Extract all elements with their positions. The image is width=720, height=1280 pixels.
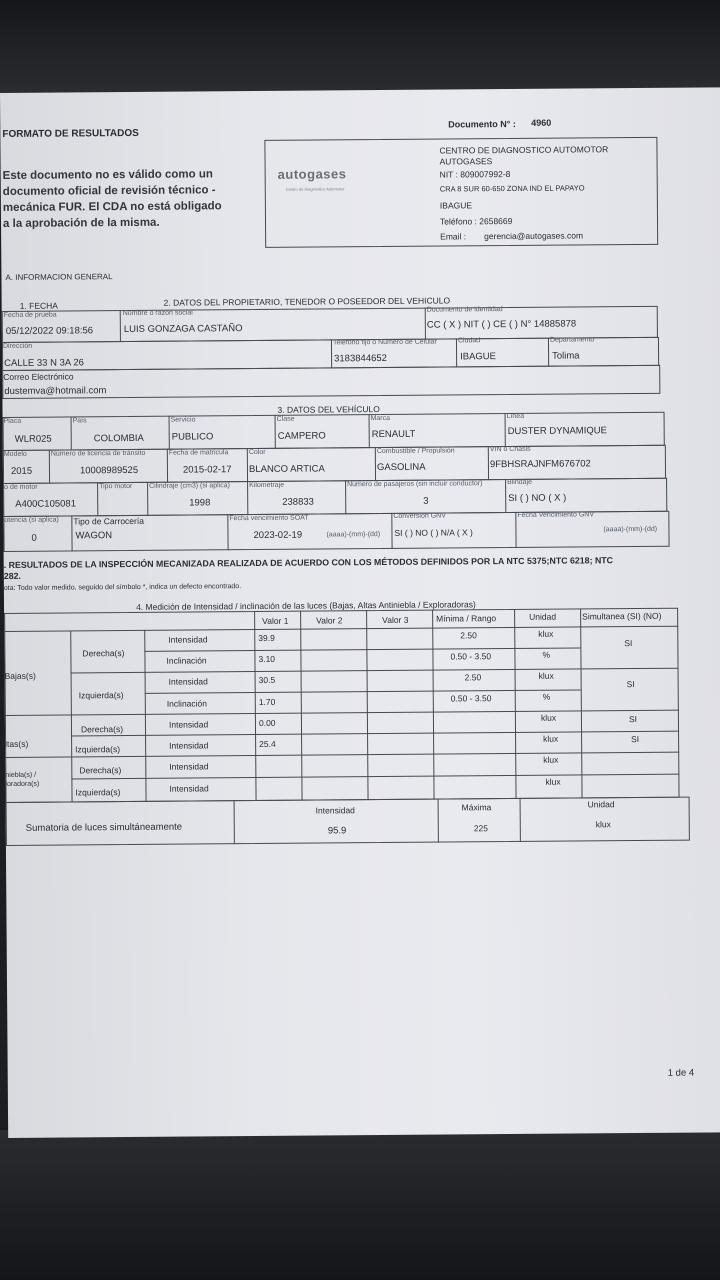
sum-maxima-value: 225 (473, 823, 489, 834)
potencia-label: otencia (si aplica) (4, 516, 59, 524)
row-unidad: klux (538, 670, 554, 681)
header-valor-1: Valor 1 (262, 615, 289, 626)
motor-value: A400C105081 (15, 498, 77, 510)
company-logo-sub: Centro de Diagnóstico Automotor (285, 186, 345, 192)
fecha-title: 1. FECHA (19, 300, 58, 311)
row-unidad: % (542, 649, 551, 660)
gnv-label: Conversión GNV (393, 512, 446, 520)
telefono-value: 3183844652 (334, 352, 387, 365)
carroceria-value: WAGON (75, 530, 113, 542)
gnv-value: SI ( ) NO ( ) N/A ( X ) (394, 527, 473, 538)
page-number: 1 de 4 (667, 1067, 695, 1079)
background-top (0, 0, 720, 95)
simultanea-bajas-der: SI (624, 638, 633, 649)
row-unidad: klux (543, 754, 559, 765)
modelo-value: 2015 (10, 465, 33, 477)
row-type: Intensidad (168, 719, 209, 730)
vehicle-title: 3. DATOS DEL VEHÍCULO (277, 404, 380, 415)
row-minima: 2.50 (464, 672, 482, 683)
sum-maxima-label: Máxima (461, 802, 492, 813)
sum-intensidad-label: Intensidad (315, 805, 355, 816)
company-phone: Teléfono : 2658669 (439, 215, 513, 227)
motor-label: o de motor (4, 483, 38, 491)
row-valor-1: 39.9 (258, 632, 275, 643)
pasajeros-value: 3 (423, 495, 429, 507)
row-type: Inclinación (166, 698, 208, 709)
placa-value: WLR025 (14, 433, 52, 445)
row-minima: 2.50 (460, 630, 477, 641)
header-valor-3: Valor 3 (382, 614, 409, 626)
modelo-label: Modelo (3, 450, 27, 458)
direccion-value: CALLE 33 N 3A 26 (4, 357, 84, 369)
nombre-label: Nombre o razón social (122, 309, 193, 318)
cilindraje-value: 1998 (189, 497, 211, 509)
company-nit: NIT : 809007992-8 (439, 168, 511, 180)
row-type: Intensidad (169, 740, 209, 751)
sum-unidad-label: Unidad (587, 799, 615, 810)
doc-id-label: Documento de identidad (426, 306, 503, 314)
departamento-value: Tolima (552, 350, 580, 362)
side-bajas-der: Derecha(s) (82, 648, 125, 659)
row-valor-1: 30.5 (258, 674, 276, 685)
side-altas-der: Derecha(s) (80, 724, 124, 735)
color-value: BLANCO ARTICA (248, 463, 325, 476)
row-type: Intensidad (168, 676, 208, 687)
licencia-value: 10008989525 (79, 464, 139, 477)
row-valor-1: 25.4 (259, 738, 276, 749)
lights-title: 4. Medición de Intensidad / inclinación de las luces (Bajas, Altas Antiniebla / Exploradoras) (136, 599, 476, 612)
doc-id-value: CC ( X ) NIT ( ) CE ( ) N° 14885878 (426, 318, 577, 331)
row-valor-1: 1.70 (258, 696, 276, 707)
row-minima: 0.50 - 3.50 (450, 651, 492, 662)
row-type: Intensidad (169, 761, 209, 772)
gnv-venc-label: Fecha Vencimiento GNV (517, 511, 595, 519)
results-title-2: 282. (3, 570, 21, 581)
company-name-1: CENTRO DE DIAGNOSTICO AUTOMOTOR (439, 144, 609, 156)
header-minima: Mínima / Rango (436, 613, 497, 624)
row-unidad: klux (538, 628, 554, 639)
pais-value: COLOMBIA (93, 432, 144, 445)
clase-label: Clase (276, 415, 295, 423)
side-antiniebla-der: Derecha(s) (79, 765, 122, 776)
ciudad-label: Ciudad (457, 337, 481, 345)
document-page (0, 87, 720, 1138)
combustible-value: GASOLINA (376, 461, 426, 474)
owner-title: 2. DATOS DEL PROPIETARIO, TENEDOR O POSEEDOR DEL VEHICULO (163, 295, 451, 308)
departamento-label: Departamento (549, 336, 595, 344)
simultanea-bajas-izq: SI (626, 679, 635, 690)
licencia-label: Número de licencia de tránsito (50, 449, 146, 458)
marca-value: RENAULT (371, 428, 416, 441)
row-valor-1: 0.00 (258, 717, 276, 728)
doc-number-label: Documento N° : (448, 118, 516, 130)
header-unidad: Unidad (529, 611, 557, 622)
vin-label: VIN o Chasis (489, 445, 531, 454)
matricula-value: 2015-02-17 (182, 464, 232, 476)
company-email: gerencia@autogases.com (484, 230, 584, 242)
row-minima: 0.50 - 3.50 (450, 693, 492, 704)
servicio-value: PUBLICO (171, 431, 214, 443)
side-altas-izq: Izquierda(s) (75, 744, 121, 755)
vin-value: 9FBHSRAJNFM676702 (489, 458, 591, 471)
group-bajas: Bajas(s) (4, 670, 36, 681)
company-email-label: Email : (440, 231, 467, 242)
company-name-2: AUTOGASES (439, 156, 493, 167)
matricula-label: Fecha de matricula (168, 449, 229, 457)
side-antiniebla-izq: Izquierda(s) (75, 787, 121, 798)
header-valor-2: Valor 2 (316, 615, 343, 626)
row-unidad: % (542, 691, 551, 702)
row-type: Intensidad (168, 634, 208, 645)
company-city: IBAGUE (439, 200, 473, 211)
blindaje-label: Blindaje (507, 478, 533, 487)
company-address: CRA 8 SUR 60-650 ZONA IND EL PAPAYO (439, 183, 585, 194)
row-unidad: klux (540, 712, 557, 723)
background-bottom (0, 1130, 720, 1280)
group-antiniebla-2: loradora(s) (5, 780, 40, 788)
email-label: Correo Electrónico (3, 371, 74, 382)
linea-value: DUSTER DYNAMIQUE (507, 425, 607, 438)
side-bajas-izq: Izquierda(s) (78, 690, 124, 701)
blindaje-value: SI ( ) NO ( X ) (508, 492, 567, 505)
simultanea-altas-der: SI (628, 714, 638, 725)
results-note: ota: Todo valor medido, seguido del símbolo *, indica un defecto encontrado. (3, 583, 242, 592)
sum-intensidad-value: 95.9 (327, 825, 347, 837)
soat-format: (aaaa)-(mm)-(dd) (326, 531, 381, 539)
soat-label: Fecha vencimiento SOAT (229, 514, 309, 523)
tipo-motor-label: Tipo motor (99, 482, 133, 491)
marca-label: Marca (370, 414, 391, 423)
potencia-value: 0 (31, 532, 37, 544)
ciudad-value: IBAGUE (460, 351, 497, 363)
carroceria-label: Tipo de Carrocería (73, 515, 144, 527)
header-simultanea: Simultanea (SI) (NO) (582, 610, 662, 622)
row-unidad: klux (545, 776, 561, 787)
clase-value: CAMPERO (277, 430, 326, 442)
kilometraje-value: 238833 (282, 496, 314, 508)
fecha-label: Fecha de prueba (3, 311, 57, 319)
servicio-label: Servicio (170, 416, 196, 424)
group-antiniebla-1: niebla(s) / (5, 771, 37, 779)
sum-unidad-value: klux (595, 819, 611, 830)
nombre-value: LUIS GONZAGA CASTAÑO (123, 323, 243, 336)
color-label: Color (248, 448, 266, 457)
sum-label: Sumatoria de luces simultáneamente (25, 821, 183, 834)
results-title-1: . RESULTADOS DE LA INSPECCIÓN MECANIZADA REALIZADA DE ACUERDO CON LOS MÉTODOS DEFINIDOS POR LA NTC 5375;NTC 6218; NTC (3, 555, 614, 570)
placa-label: Placa (3, 417, 22, 425)
doc-title: FORMATO DE RESULTADOS (2, 127, 139, 140)
validity-notice: Este documento no es válido como un documento oficial de revisión técnico - mecánica FUR. El CDA no está obligado a la aprobación de la misma. (2, 168, 222, 230)
fecha-value: 05/12/2022 09:18:56 (5, 325, 94, 337)
pais-label: País (72, 417, 87, 425)
combustible-label: Combustible / Propulsión (376, 447, 455, 456)
direccion-label: Dirección (2, 342, 33, 350)
gnv-venc-format: (aaaa)-(mm)-(dd) (603, 525, 658, 534)
pasajeros-label: Numero de pasajeros (sin incluir conductor) (347, 480, 483, 489)
row-unidad: klux (543, 733, 559, 744)
group-altas: ltas(s) (5, 738, 29, 749)
doc-number: 4960 (531, 117, 552, 128)
linea-label: Línea (506, 412, 525, 421)
soat-value: 2023-02-19 (253, 529, 303, 542)
cilindraje-label: Cilindraje (cm3) (si aplica) (149, 482, 231, 490)
telefono-label: Teléfono fijo o Número de Celular (332, 338, 437, 347)
row-valor-1: 3.10 (258, 653, 276, 664)
kilometraje-label: Kilometraje (249, 481, 285, 490)
company-logo: autogases (277, 166, 347, 182)
company-box (264, 137, 658, 248)
email-value: dustemva@hotmail.com (4, 385, 107, 397)
section-general-title: A. INFORMACION GENERAL (5, 272, 113, 282)
simultanea-altas-izq: SI (631, 734, 640, 745)
row-type: Inclinación (166, 655, 207, 666)
row-type: Intensidad (169, 783, 209, 794)
